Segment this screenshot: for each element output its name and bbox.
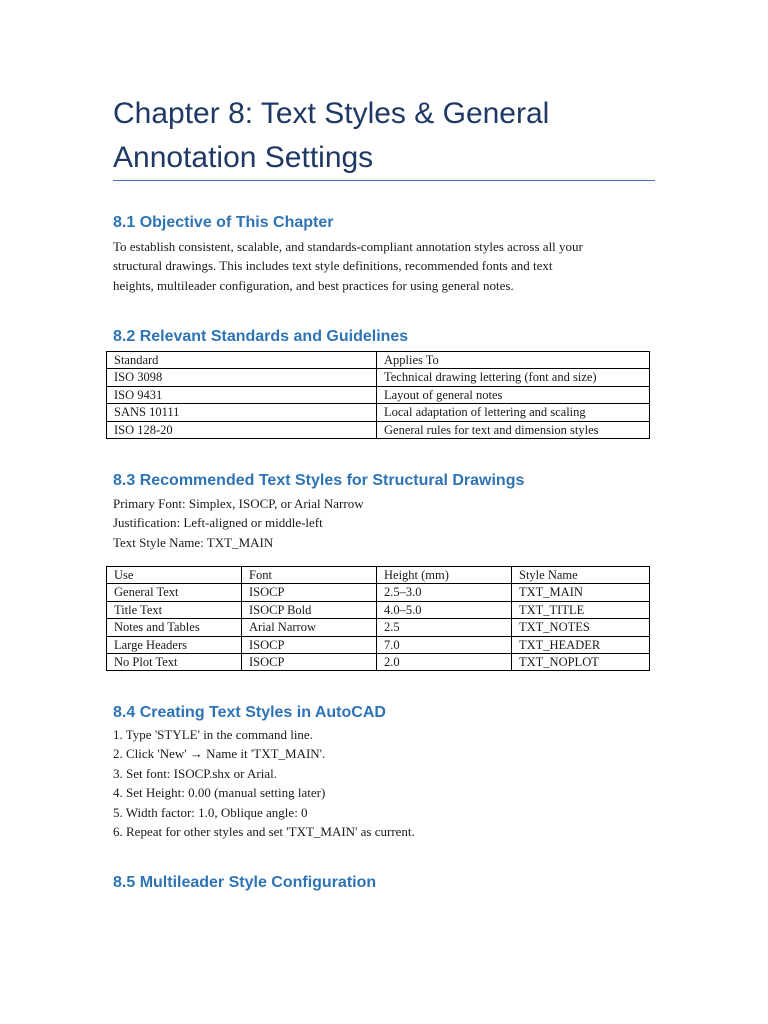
table-cell: ISOCP Bold — [242, 601, 377, 618]
table-cell: General Text — [107, 584, 242, 601]
table-cell: 2.0 — [377, 654, 512, 671]
objective-paragraph — [113, 237, 658, 295]
table-cell: Title Text — [107, 601, 242, 618]
table-cell: Technical drawing lettering (font and size) — [377, 369, 650, 386]
table-cell: TXT_MAIN — [512, 584, 650, 601]
table-cell: ISO 3098 — [107, 369, 377, 386]
table-row — [107, 404, 650, 421]
standards-table — [106, 351, 650, 439]
section-heading-8-3: 8.3 Recommended Text Styles for Structural Drawings — [113, 472, 525, 489]
table-header-cell: Height (mm) — [377, 567, 512, 584]
list-item: 3. Set font: ISOCP.shx or Arial. — [113, 765, 277, 781]
table-cell: Large Headers — [107, 636, 242, 653]
table-cell: ISO 128-20 — [107, 421, 377, 438]
chapter-title: Chapter 8: Text Styles & General Annotation Settings — [113, 97, 550, 174]
paragraph-line: To establish consistent, scalable, and standards-compliant annotation styles across all your — [113, 239, 583, 254]
table-header-cell: Standard — [107, 352, 377, 369]
table-row — [107, 584, 650, 601]
list-item: Text Style Name: TXT_MAIN — [113, 534, 274, 550]
table-row — [107, 636, 650, 653]
section-heading-8-2: 8.2 Relevant Standards and Guidelines — [113, 328, 409, 345]
table-cell: 2.5 — [377, 619, 512, 636]
list-item: 4. Set Height: 0.00 (manual setting later) — [113, 785, 326, 801]
table-cell: General rules for text and dimension styles — [377, 421, 650, 438]
list-item: 5. Width factor: 1.0, Oblique angle: 0 — [113, 804, 308, 820]
list-item: 6. Repeat for other styles and set 'TXT_MAIN' as current. — [113, 823, 415, 839]
table-cell: TXT_NOPLOT — [512, 654, 650, 671]
table-row — [107, 386, 650, 403]
paragraph-line: heights, multileader configuration, and best practices for using general notes. — [113, 277, 514, 293]
table-cell: TXT_HEADER — [512, 636, 650, 653]
list-item: 2. Click 'New' → Name it 'TXT_MAIN'. — [113, 746, 326, 762]
table-row — [107, 421, 650, 438]
table-cell: SANS 10111 — [107, 404, 377, 421]
table-row — [107, 601, 650, 618]
table-cell: 2.5–3.0 — [377, 584, 512, 601]
table-cell: No Plot Text — [107, 654, 242, 671]
table-row — [107, 369, 650, 386]
list-item: 1. Type 'STYLE' in the command line. — [113, 727, 313, 742]
table-header-row — [107, 352, 650, 369]
table-cell: ISOCP — [242, 584, 377, 601]
table-header-cell: Style Name — [512, 567, 650, 584]
table-cell: TXT_TITLE — [512, 601, 650, 618]
text-styles-table — [106, 566, 650, 671]
table-cell: Arial Narrow — [242, 619, 377, 636]
autocad-steps — [113, 725, 415, 841]
table-row — [107, 619, 650, 636]
table-cell: Local adaptation of lettering and scaling — [377, 404, 650, 421]
table-cell: 4.0–5.0 — [377, 601, 512, 618]
font-recommendations — [113, 494, 364, 552]
table-header-cell: Applies To — [377, 352, 650, 369]
paragraph-line: structural drawings. This includes text style definitions, recommended fonts and text — [113, 258, 553, 274]
list-item: Primary Font: Simplex, ISOCP, or Arial Narrow — [113, 496, 364, 511]
table-header-cell: Font — [242, 567, 377, 584]
section-heading-8-4: 8.4 Creating Text Styles in AutoCAD — [113, 704, 386, 721]
table-header-row — [107, 567, 650, 584]
table-cell: ISOCP — [242, 654, 377, 671]
table-header-cell: Use — [107, 567, 242, 584]
table-cell: 7.0 — [377, 636, 512, 653]
table-cell: Notes and Tables — [107, 619, 242, 636]
table-cell: ISO 9431 — [107, 386, 377, 403]
section-heading-8-1: 8.1 Objective of This Chapter — [113, 214, 334, 231]
table-row — [107, 654, 650, 671]
section-heading-8-5: 8.5 Multileader Style Configuration — [113, 874, 377, 891]
table-cell: TXT_NOTES — [512, 619, 650, 636]
title-divider — [113, 180, 655, 181]
list-item: Justification: Left-aligned or middle-left — [113, 515, 323, 531]
table-cell: ISOCP — [242, 636, 377, 653]
table-cell: Layout of general notes — [377, 386, 650, 403]
